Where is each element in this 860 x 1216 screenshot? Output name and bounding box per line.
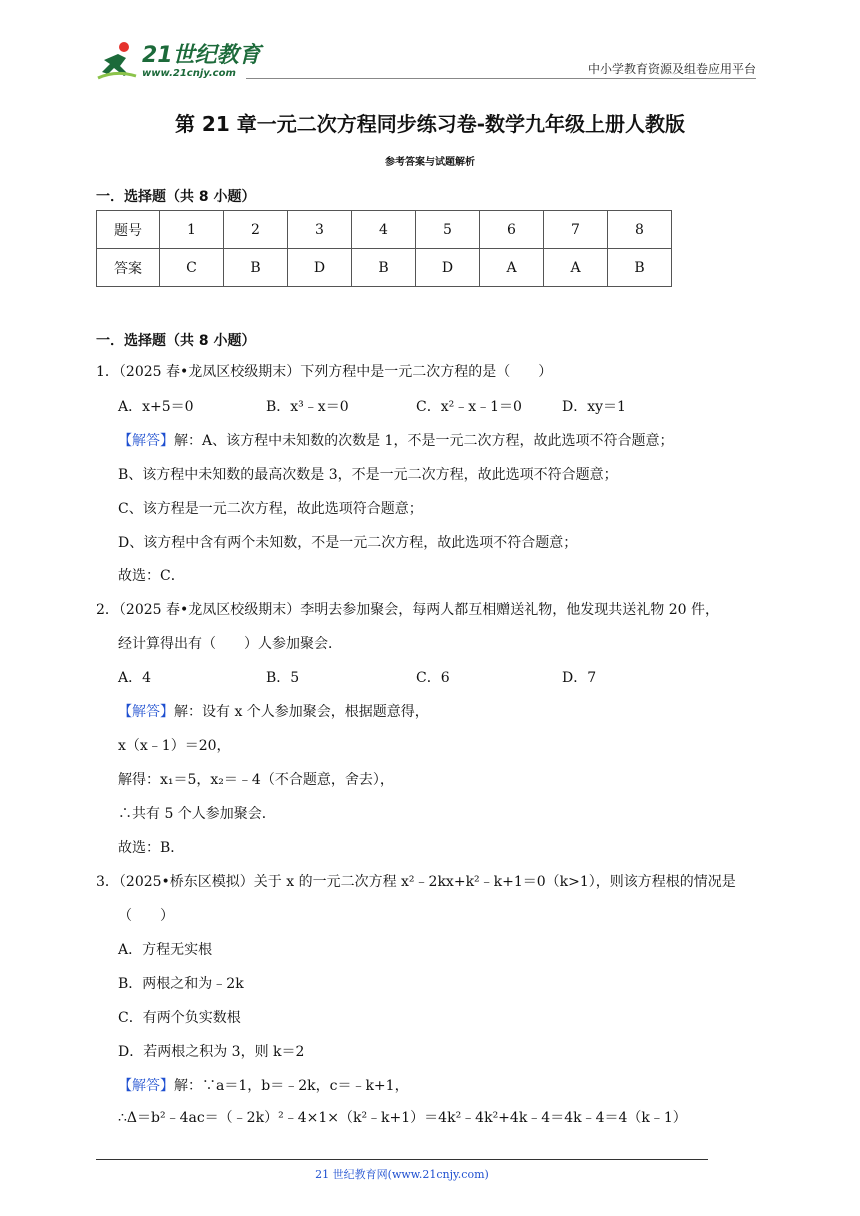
- table-cell: 2: [224, 211, 288, 249]
- solution-text: 解：∵a＝1，b＝﹣2k，c＝﹣k+1，: [174, 1078, 409, 1094]
- q1-option-d: D．xy＝1: [562, 399, 626, 415]
- table-row: [97, 211, 672, 249]
- logo: [96, 34, 261, 80]
- table-cell: 4: [352, 211, 416, 249]
- q3-solution-line: ∴Δ＝b²﹣4ac＝（﹣2k）²﹣4×1×（k²﹣k+1）＝4k²﹣4k²+4k﹣4＝4k﹣4＝4（k﹣1）: [118, 1110, 687, 1126]
- logo-url-text: www.21cnjy.com: [142, 68, 236, 79]
- section-heading: 一．选择题（共 8 小题）: [96, 333, 256, 349]
- answer-tag: 【解答】: [118, 1078, 174, 1094]
- table-cell: A: [544, 249, 608, 287]
- q2-solution-line: 解得：x₁＝5，x₂＝﹣4（不合题意，舍去），: [118, 772, 394, 788]
- solution-text: 解：A、该方程中未知数的次数是 1，不是一元二次方程，故此选项不符合题意；: [174, 433, 674, 449]
- logo-main-text: 21世纪教育: [142, 43, 261, 68]
- q2-solution-line: 故选：B．: [118, 840, 185, 856]
- q3-option-d: D．若两根之积为 3，则 k＝2: [118, 1044, 305, 1060]
- q1-option-a: A．x+5＝0: [118, 399, 194, 415]
- solution-text: 解：设有 x 个人参加聚会，根据题意得，: [174, 704, 429, 720]
- question-2-stem: 2．（2025 春•龙凤区校级期末）李明去参加聚会，每两人都互相赠送礼物，他发现共送礼物 20 件，: [96, 602, 719, 618]
- q1-option-b: B．x³﹣x＝0: [266, 399, 349, 415]
- question-2-stem-cont: 经计算得出有（ ）人参加聚会．: [118, 636, 342, 652]
- q2-solution-line: x（x﹣1）＝20，: [118, 738, 231, 754]
- runner-logo-icon: [96, 40, 138, 80]
- q1-solution-line: C、该方程是一元二次方程，故此选项符合题意；: [118, 501, 423, 517]
- table-cell: 3: [288, 211, 352, 249]
- q2-option-d: D．7: [562, 670, 597, 686]
- answer-tag: 【解答】: [118, 704, 174, 720]
- table-cell: 7: [544, 211, 608, 249]
- answer-tag: 【解答】: [118, 433, 174, 449]
- table-cell: D: [288, 249, 352, 287]
- q1-option-c: C．x²﹣x﹣1＝0: [416, 399, 522, 415]
- table-row: [97, 249, 672, 287]
- table-cell: 5: [416, 211, 480, 249]
- table-cell: B: [224, 249, 288, 287]
- q1-solution-line: B、该方程中未知数的最高次数是 3，不是一元二次方程，故此选项不符合题意；: [118, 467, 618, 483]
- header-platform-text: 中小学教育资源及组卷应用平台: [587, 62, 756, 76]
- q3-option-c: C．有两个负实数根: [118, 1010, 241, 1026]
- q1-solution-line: 故选：C．: [118, 568, 185, 584]
- question-3-stem: 3．（2025•桥东区模拟）关于 x 的一元二次方程 x²﹣2kx+k²﹣k+1＝0（k>1），则该方程根的情况是: [96, 874, 736, 890]
- footer-text: 21 世纪教育网(www.21cnjy.com): [315, 1168, 489, 1181]
- q2-option-b: B．5: [266, 670, 300, 686]
- table-cell: C: [160, 249, 224, 287]
- table-cell: 1: [160, 211, 224, 249]
- q2-solution-line: [118, 702, 429, 722]
- q3-solution-line: [118, 1076, 409, 1096]
- q3-option-a: A．方程无实根: [118, 942, 213, 958]
- question-3-stem-cont: （ ）: [118, 908, 174, 924]
- q1-solution-line: D、该方程中含有两个未知数，不是一元二次方程，故此选项不符合题意；: [118, 535, 578, 551]
- page-header: [96, 28, 756, 80]
- section-heading: 一．选择题（共 8 小题）: [96, 189, 256, 205]
- table-cell: D: [416, 249, 480, 287]
- question-1-stem: 1．（2025 春•龙凤区校级期末）下列方程中是一元二次方程的是（ ）: [96, 364, 553, 380]
- table-cell: 8: [608, 211, 672, 249]
- table-cell: 题号: [97, 211, 160, 249]
- q1-solution-line: [118, 431, 673, 451]
- document-title: 第 21 章一元二次方程同步练习卷-数学九年级上册人教版: [174, 112, 686, 136]
- header-divider: [246, 78, 756, 79]
- table-cell: A: [480, 249, 544, 287]
- table-cell: B: [352, 249, 416, 287]
- table-cell: 6: [480, 211, 544, 249]
- q2-option-a: A．4: [118, 670, 152, 686]
- q2-solution-line: ∴共有 5 个人参加聚会．: [118, 806, 276, 822]
- q3-option-b: B．两根之和为﹣2k: [118, 976, 244, 992]
- document-subtitle: 参考答案与试题解析: [385, 157, 475, 168]
- footer-divider: [96, 1159, 708, 1160]
- q2-option-c: C．6: [416, 670, 450, 686]
- table-cell: B: [608, 249, 672, 287]
- table-cell: 答案: [97, 249, 160, 287]
- answer-table: [96, 210, 672, 287]
